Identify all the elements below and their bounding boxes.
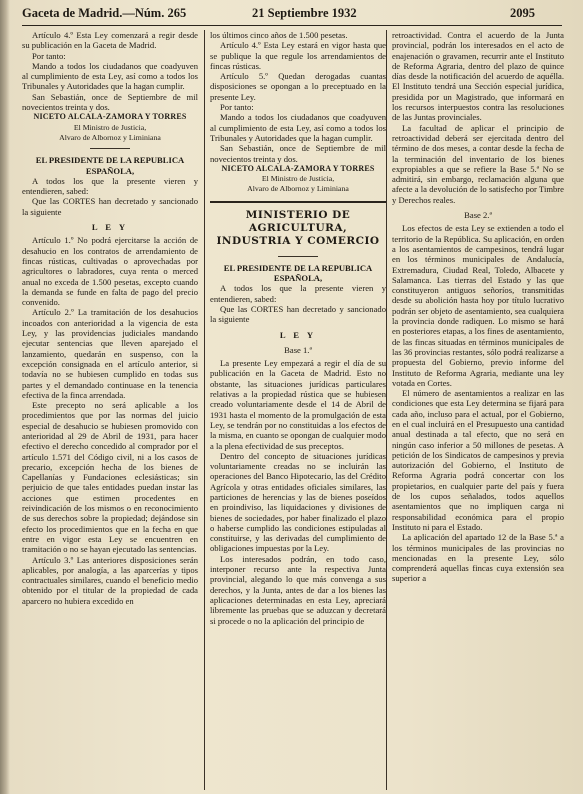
mando-text: Mando a todos los ciudadanos que coadyuven al cumplimiento de esta Ley, así como a todos los Tribunales y Autoridades que la hagan cumplir.	[22, 60, 198, 92]
president-signature: NICETO ALCALA-ZAMORA Y TORRES	[221, 163, 375, 173]
column-3	[392, 30, 564, 790]
header-rule	[22, 25, 562, 26]
base-2-heading: Base 2.ª	[464, 210, 492, 221]
gazette-title: Gaceta de Madrid.—Núm. 265	[22, 6, 187, 20]
cortes-text: Que las CORTES han decretado y sancionado la siguiente	[210, 303, 386, 325]
article-4-text: Artículo 4.º Esta Ley estará en vigor hasta que se publique la que regule los arrendamientos de fincas rústicas.	[210, 40, 386, 71]
efectos-text: Los efectos de esta Ley se extienden a todo el territorio de la República. Su aplicación, en orden a los asentamientos de campesinos, tendrá lugar en los términos municipales de Andalucía, Extremadura, Ciudad Real, Toledo, Albacete y Salamanca. Las tierras del Estado y las que constituyeron antiguos señoríos, transmitidas desde su abolición hasta hoy por título lucrativo podrán ser objeto de asentamiento, sea cualquiera la provincia donde radiquen. Lo mismo se hará en posteriores etapas, a los fines de asentamiento, de las fincas situadas en términos municipales de las 36 provincias restantes, sólo podrá realizarse a propuesta del Gobierno, previo informe del Instituto de Reforma Agraria, mediante una ley votada en Cortes.	[392, 223, 564, 388]
article-3-text: Artículo 3.º Las anteriores disposiciones serán aplicables, por analogía, a las aparcerías y tipos contractuales similares, cuando el beneficio medio obtenido por el titular de la propiedad de cada aparcero no hubiera excedido en	[22, 554, 198, 606]
article-2-text: Artículo 2.º La tramitación de los desahucios incoados con anterioridad a la vigencia de esta Ley, y las providencias judiciales mandando ejecutar sentencias que lleven aparejado el lanzamiento, quedarán en suspenso, con la excepción consignada en el artículo anterior, si todavía no se hubiesen cumplido en todas sus partes y el demandado continuase en la tenencia efectiva de la finca arrendada.	[22, 307, 198, 400]
precepto-text: Este precepto no será aplicable a los procedimientos que por las normas del juicio especial de desahucio se hubiesen promovido con anterioridad al 29 de Abril de 1931, para hacer efectivo el derecho concedido al comprador por el artículo 1.571 del Código civil, ni a los casos de precario, excepción hecha de los bienes de Capellanías y Fundaciones eclesiásticas; sin perjuicio de que tales entidades puedan instar las acciones que estimen procedentes en reivindicación de los mismos o en reconocimiento de sus derechos sobre la propiedad; dejándose sin efecto los procedimientos que en la fecha en que entre en vigor esta Ley se encuentren en tramitación o no se hayan ejecutado las sentencias.	[22, 400, 198, 555]
column-1	[22, 30, 198, 790]
issue-date: 21 Septiembre 1932	[252, 6, 357, 20]
minister-role: El Ministro de Justicia,	[73, 122, 147, 132]
retroactividad-text: retroactividad. Contra el acuerdo de la Junta provincial, podrán los interesados en el acto de enajenación o gravamen, recurrir ante el Instituto de Reforma Agraria, dentro del plazo de quince días desde la notificación del acuerdo de aquélla. El Instituto tendrá una Sección especial jurídica, presidida por un Magistrado, que informará en los recursos interpuestos contra las resoluciones de las Juntas provinciales.	[392, 30, 564, 123]
base-1-heading: Base 1.ª	[284, 344, 312, 355]
column-divider-2	[386, 30, 387, 790]
a-todos-text: A todos los que la presente vieren y entendieren, sabed:	[210, 283, 386, 304]
page-binding-shadow	[0, 0, 10, 794]
aplicacion-text: La aplicación del apartado 12 de la Base 5.ª a los términos municipales de las provincias no mencionadas en la presente Ley, sólo comprenderá aquellas fincas cuya extensión sea superior a	[392, 532, 564, 584]
place-date: San Sebastián, once de Septiembre de mil novecientos treinta y dos.	[22, 91, 198, 113]
ministry-title: MINISTERIO DE AGRICULTURA, INDUSTRIA Y COMERCIO	[216, 208, 380, 247]
asentamientos-text: El número de asentamientos a realizar en las condiciones que esta Ley determina se fijará para cada año, incluso para el actual, por el Gobierno, en el cual incluirá en el Presupuesto una cantidad anual destinada a tal efecto, que no será en ningún caso inferior a 50 millones de pesetas. A petición de los Sindicatos de campesinos y previa autorización del Gobierno, el Instituto de Reforma Agraria podrá concertar con los propietarios, en cualquier parte del país y fuera de los cupos señalados, todos aquellos asentamientos que no impliquen carga ni responsabilidad económica para el propio Instituto ni para el Estado.	[392, 388, 564, 532]
minister-role: El Ministro de Justicia,	[261, 174, 335, 184]
por-tanto: Por tanto:	[220, 102, 254, 113]
president-heading: EL PRESIDENTE DE LA REPUBLICA ESPAÑOLA,	[35, 155, 185, 176]
minister-name: Alvaro de Albornoz y Liminiana	[59, 132, 161, 142]
article-5-text: Artículo 5.º Quedan derogadas cuantas disposiciones se opongan a lo preceptuado en la presente Ley.	[210, 71, 386, 102]
cortes-text: Que las CORTES han decretado y sancionado la siguiente	[22, 196, 198, 217]
president-signature: NICETO ALCALA-ZAMORA Y TORRES	[33, 112, 187, 122]
page-number: 2095	[510, 6, 535, 20]
section-separator	[278, 256, 318, 257]
ley-heading: L E Y	[279, 329, 317, 340]
section-separator	[90, 148, 130, 149]
president-heading: EL PRESIDENTE DE LA REPUBLICA ESPAÑOLA,	[223, 262, 373, 284]
mando-text: Mando a todos los ciudadanos que coadyuven al cumplimiento de esta Ley, así como a todos los Tribunales y Autoridades que la hagan cumplir.	[210, 112, 386, 143]
place-date: San Sebastián, once de Septiembre de mil novecientos treinta y dos.	[210, 143, 386, 164]
concepto-text: Dentro del concepto de situaciones jurídicas voluntariamente creadas no se incluirán las operaciones del Banco Hipotecario, las del Crédito Agrícola y otras entidades oficiales similares, las particiones de herencias y las de bienes poseídos en proindiviso, las liquidaciones y divisiones de bienes de sociedades, por haber finalizado el plazo o haberse cumplido las condiciones estipuladas al constituirse, y las derivadas del cumplimiento de obligaciones impuestas por la Ley.	[210, 450, 386, 554]
minister-name: Alvaro de Albornoz y Liminiana	[247, 184, 349, 194]
facultad-text: La facultad de aplicar el principio de retroactividad deberá ser ejercitada dentro del término de dos meses, a contar desde la fecha de la terminación del inventario de los bienes expropiables a que se refiere la Base 5.ª No se admitirá, sin embargo, reclamación alguna que afecte a la devolución de lo satisfecho por Timbre y Derechos reales.	[392, 122, 564, 205]
page-header	[22, 6, 562, 24]
ley-heading: L E Y	[91, 222, 129, 233]
base-1-text: La presente Ley empezará a regir el día de su publicación en la Gaceta de Madrid. Esto no obstante, las situaciones jurídicas particulares relativas a la propiedad rústica que se hubiesen creado voluntariamente desde el 14 de Abril de 1931 hasta el momento de la promulgación de esta Ley, se tendrán por no constituidas a los efectos de la misma, en cuanto se opongan de cualquier modo a la plena efectividad de sus preceptos.	[210, 358, 386, 451]
column-2	[210, 30, 386, 790]
article-4-text: Artículo 4.º Esta Ley comenzará a regir desde su publicación en la Gaceta de Madrid.	[22, 30, 198, 51]
continuation-text: los últimos cinco años de 1.500 pesetas.	[210, 30, 348, 40]
article-1-text: Artículo 1.º No podrá ejercitarse la acción de desahucio en los contratos de arrendamiento de fincas rústicas, cultivadas o aprovechadas por agricultores o labradores, cuya renta o merced anual no exceda de 1.500 pesetas, excepto cuando la demanda se funde en falta de pago del precio convenido.	[22, 235, 198, 308]
column-divider-1	[204, 30, 205, 790]
por-tanto: Por tanto:	[32, 50, 66, 61]
ministry-rule	[210, 201, 386, 203]
a-todos-text: A todos los que la presente vieren y entendieren, sabed:	[22, 175, 198, 197]
interesados-text: Los interesados podrán, en todo caso, interponer recurso ante la respectiva Junta provincial, alegando lo que más convenga a sus derechos, y la Junta, antes de dar a los bienes las aplicaciones determinadas en esta Ley, apreciará libremente las pruebas que se aduzcan y decretará si procede o no la aplicación del principio de	[210, 553, 386, 626]
